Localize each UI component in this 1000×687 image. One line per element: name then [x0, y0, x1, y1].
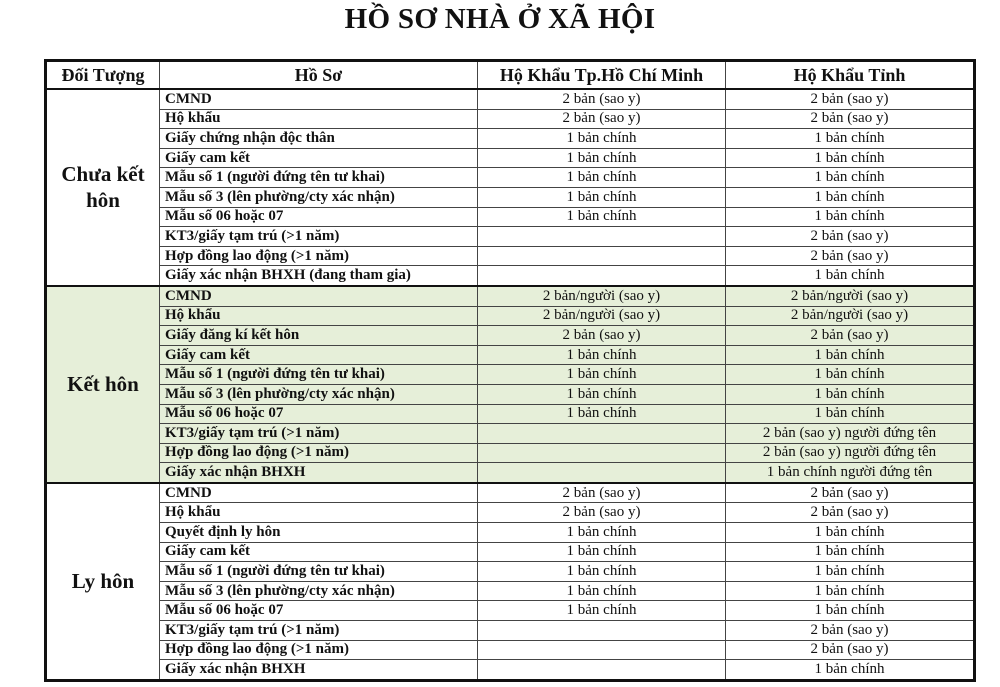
- page-title: HỒ SƠ NHÀ Ở XÃ HỘI: [344, 3, 656, 35]
- tinh-value-cell: 2 bản (sao y): [726, 483, 975, 503]
- tinh-value-cell: 1 bản chính: [726, 266, 975, 286]
- document-name-cell: CMND: [160, 89, 478, 109]
- document-name-cell: CMND: [160, 286, 478, 306]
- hcm-value-cell: [478, 246, 726, 266]
- tinh-value-cell: 1 bản chính: [726, 187, 975, 207]
- hcm-value-cell: 1 bản chính: [478, 168, 726, 188]
- header-ho-khau-hcm: Hộ Khẩu Tp.Hồ Chí Minh: [478, 61, 726, 90]
- group-section: [46, 483, 975, 680]
- group-label: Chưa kết hôn: [46, 89, 160, 286]
- document-name-cell: KT3/giấy tạm trú (>1 năm): [160, 424, 478, 444]
- tinh-value-cell: 1 bản chính: [726, 581, 975, 601]
- tinh-value-cell: 2 bản (sao y): [726, 89, 975, 109]
- hcm-value-cell: 1 bản chính: [478, 129, 726, 149]
- document-name-cell: Mẫu số 1 (người đứng tên tư khai): [160, 168, 478, 188]
- document-name-cell: Hộ khẩu: [160, 306, 478, 326]
- table-row: [46, 168, 975, 188]
- hcm-value-cell: 1 bản chính: [478, 148, 726, 168]
- hcm-value-cell: [478, 424, 726, 444]
- table-row: [46, 187, 975, 207]
- header-ho-so: Hồ Sơ: [160, 61, 478, 90]
- tinh-value-cell: 2 bản (sao y): [726, 621, 975, 641]
- document-name-cell: Giấy xác nhận BHXH: [160, 660, 478, 681]
- hcm-value-cell: [478, 266, 726, 286]
- table-row: [46, 109, 975, 129]
- document-name-cell: Hợp đồng lao động (>1 năm): [160, 640, 478, 660]
- tinh-value-cell: 2 bản/người (sao y): [726, 306, 975, 326]
- document-name-cell: Mẫu số 06 hoặc 07: [160, 601, 478, 621]
- document-name-cell: Hợp đồng lao động (>1 năm): [160, 246, 478, 266]
- tinh-value-cell: 1 bản chính: [726, 168, 975, 188]
- tinh-value-cell: 1 bản chính: [726, 384, 975, 404]
- table-row: [46, 562, 975, 582]
- hcm-value-cell: 1 bản chính: [478, 345, 726, 365]
- document-name-cell: Mẫu số 06 hoặc 07: [160, 404, 478, 424]
- hcm-value-cell: [478, 227, 726, 247]
- table-row: [46, 246, 975, 266]
- group-label: Kết hôn: [46, 286, 160, 483]
- table-header-row: [46, 61, 975, 90]
- tinh-value-cell: 1 bản chính: [726, 523, 975, 543]
- hcm-value-cell: 1 bản chính: [478, 187, 726, 207]
- table-row: [46, 640, 975, 660]
- hcm-value-cell: 2 bản (sao y): [478, 89, 726, 109]
- tinh-value-cell: 2 bản (sao y): [726, 326, 975, 346]
- tinh-value-cell: 1 bản chính: [726, 404, 975, 424]
- hcm-value-cell: 1 bản chính: [478, 581, 726, 601]
- tinh-value-cell: 1 bản chính: [726, 562, 975, 582]
- hcm-value-cell: 1 bản chính: [478, 562, 726, 582]
- table-row: [46, 523, 975, 543]
- document-name-cell: Mẫu số 1 (người đứng tên tư khai): [160, 562, 478, 582]
- header-doi-tuong: Đối Tượng: [46, 61, 160, 90]
- table-row: [46, 365, 975, 385]
- hcm-value-cell: 2 bản/người (sao y): [478, 306, 726, 326]
- table-row: [46, 424, 975, 444]
- tinh-value-cell: 1 bản chính: [726, 148, 975, 168]
- table-row: [46, 503, 975, 523]
- document-name-cell: Giấy xác nhận BHXH (đang tham gia): [160, 266, 478, 286]
- tinh-value-cell: 2 bản (sao y): [726, 640, 975, 660]
- table-row: [46, 581, 975, 601]
- tinh-value-cell: 2 bản (sao y) người đứng tên: [726, 443, 975, 463]
- hcm-value-cell: 2 bản (sao y): [478, 503, 726, 523]
- group-section: [46, 89, 975, 286]
- documents-table: [44, 59, 976, 682]
- table-row: [46, 129, 975, 149]
- hcm-value-cell: 1 bản chính: [478, 601, 726, 621]
- document-name-cell: Giấy xác nhận BHXH: [160, 463, 478, 483]
- tinh-value-cell: 2 bản (sao y): [726, 246, 975, 266]
- tinh-value-cell: 1 bản chính: [726, 345, 975, 365]
- tinh-value-cell: 2 bản (sao y): [726, 503, 975, 523]
- document-name-cell: KT3/giấy tạm trú (>1 năm): [160, 227, 478, 247]
- tinh-value-cell: 2 bản/người (sao y): [726, 286, 975, 306]
- document-name-cell: Mẫu số 3 (lên phường/cty xác nhận): [160, 384, 478, 404]
- hcm-value-cell: 1 bản chính: [478, 384, 726, 404]
- tinh-value-cell: 2 bản (sao y) người đứng tên: [726, 424, 975, 444]
- table-row: [46, 483, 975, 503]
- header-ho-khau-tinh: Hộ Khẩu Tỉnh: [726, 61, 975, 90]
- table-row: [46, 207, 975, 227]
- document-name-cell: Hợp đồng lao động (>1 năm): [160, 443, 478, 463]
- tinh-value-cell: 1 bản chính người đứng tên: [726, 463, 975, 483]
- table-row: [46, 266, 975, 286]
- tinh-value-cell: 1 bản chính: [726, 207, 975, 227]
- tinh-value-cell: 2 bản (sao y): [726, 109, 975, 129]
- tinh-value-cell: 1 bản chính: [726, 601, 975, 621]
- document-name-cell: KT3/giấy tạm trú (>1 năm): [160, 621, 478, 641]
- table-row: [46, 601, 975, 621]
- table-row: [46, 345, 975, 365]
- document-name-cell: Mẫu số 3 (lên phường/cty xác nhận): [160, 187, 478, 207]
- table-row: [46, 89, 975, 109]
- hcm-value-cell: 1 bản chính: [478, 365, 726, 385]
- table-row: [46, 326, 975, 346]
- table-row: [46, 660, 975, 681]
- document-name-cell: Giấy cam kết: [160, 345, 478, 365]
- table-row: [46, 542, 975, 562]
- group-section: [46, 286, 975, 483]
- document-name-cell: Mẫu số 1 (người đứng tên tư khai): [160, 365, 478, 385]
- hcm-value-cell: 2 bản (sao y): [478, 109, 726, 129]
- document-name-cell: Hộ khẩu: [160, 503, 478, 523]
- table-row: [46, 463, 975, 483]
- document-name-cell: Giấy cam kết: [160, 148, 478, 168]
- hcm-value-cell: 1 bản chính: [478, 207, 726, 227]
- hcm-value-cell: 1 bản chính: [478, 542, 726, 562]
- tinh-value-cell: 1 bản chính: [726, 365, 975, 385]
- document-name-cell: Giấy chứng nhận độc thân: [160, 129, 478, 149]
- hcm-value-cell: 1 bản chính: [478, 523, 726, 543]
- table-row: [46, 621, 975, 641]
- table-row: [46, 148, 975, 168]
- tinh-value-cell: 1 bản chính: [726, 542, 975, 562]
- document-name-cell: CMND: [160, 483, 478, 503]
- tinh-value-cell: 1 bản chính: [726, 129, 975, 149]
- tinh-value-cell: 2 bản (sao y): [726, 227, 975, 247]
- table-row: [46, 306, 975, 326]
- document-name-cell: Mẫu số 3 (lên phường/cty xác nhận): [160, 581, 478, 601]
- hcm-value-cell: [478, 621, 726, 641]
- document-name-cell: Giấy cam kết: [160, 542, 478, 562]
- hcm-value-cell: 2 bản/người (sao y): [478, 286, 726, 306]
- hcm-value-cell: 2 bản (sao y): [478, 326, 726, 346]
- table-row: [46, 443, 975, 463]
- hcm-value-cell: 2 bản (sao y): [478, 483, 726, 503]
- document-name-cell: Giấy đăng kí kết hôn: [160, 326, 478, 346]
- hcm-value-cell: 1 bản chính: [478, 404, 726, 424]
- table-row: [46, 227, 975, 247]
- table-row: [46, 384, 975, 404]
- table-row: [46, 404, 975, 424]
- document-name-cell: Quyết định ly hôn: [160, 523, 478, 543]
- hcm-value-cell: [478, 463, 726, 483]
- table-row: [46, 286, 975, 306]
- tinh-value-cell: 1 bản chính: [726, 660, 975, 681]
- hcm-value-cell: [478, 660, 726, 681]
- hcm-value-cell: [478, 640, 726, 660]
- document-name-cell: Mẫu số 06 hoặc 07: [160, 207, 478, 227]
- hcm-value-cell: [478, 443, 726, 463]
- document-name-cell: Hộ khẩu: [160, 109, 478, 129]
- group-label: Ly hôn: [46, 483, 160, 680]
